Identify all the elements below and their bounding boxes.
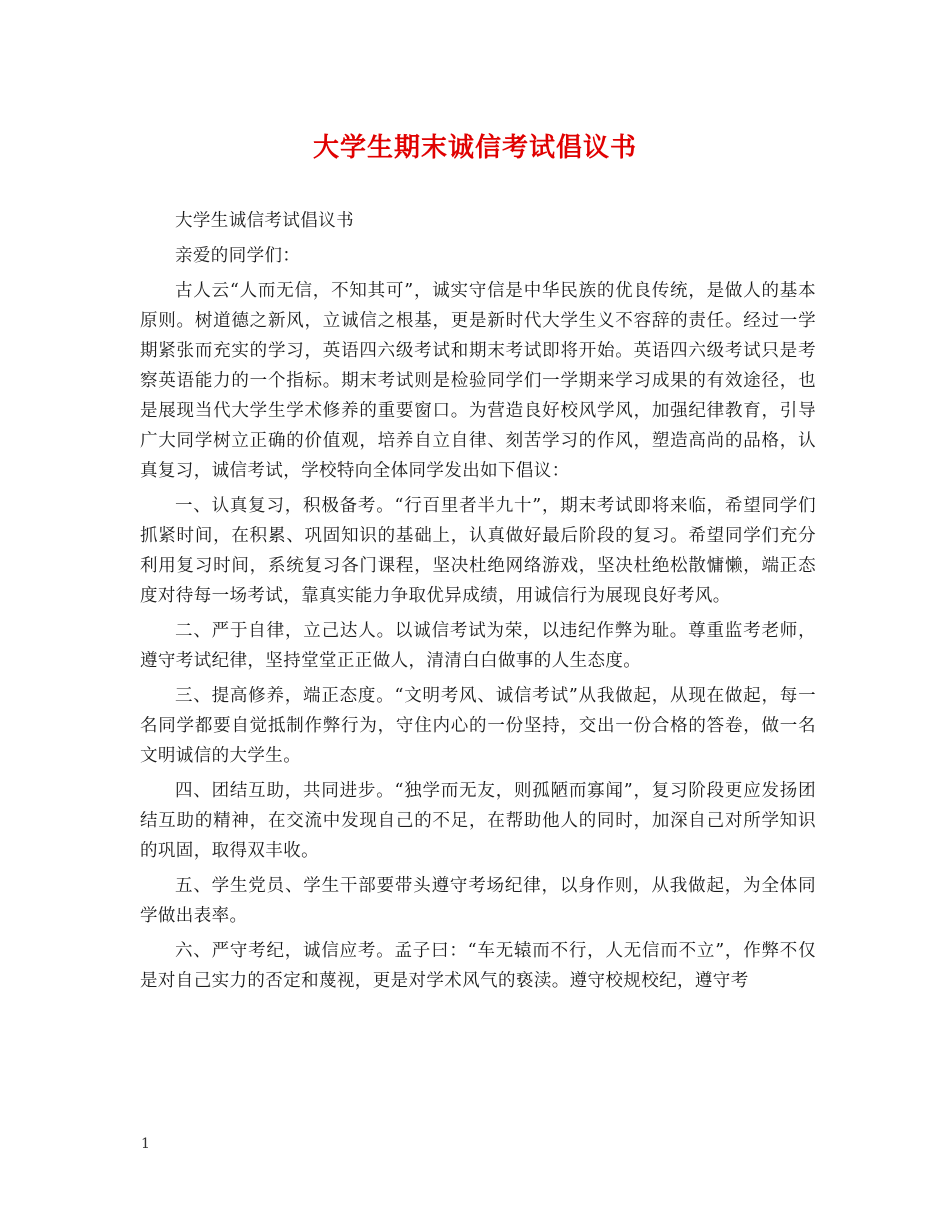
paragraph-salutation: 亲爱的同学们： <box>175 246 301 266</box>
paragraph-item-2: 二、严于自律，立己达人。以诚信考试为荣，以违纪作弊为耻。尊重监考老师，遵守考试纪律，坚持堂堂正正做人，清清白白做事的人生态度。 <box>140 621 816 671</box>
paragraph-intro: 古人云“人而无信，不知其可”，诚实守信是中华民族的优良传统，是做人的基本原则。树道德之新风，立诚信之根基，更是新时代大学生义不容辞的责任。经过一学期紧张而充实的学习，英语四六级考试和期末考试即将开始。英语四六级考试只是考察英语能力的一个指标。期末考试则是检验同学们一学期来学习成果的有效途径，也是展现当代大学生学术修养的重要窗口。为营造良好校风学风，加强纪律教育，引导广大同学树立正确的价值观，培养自立自律、刻苦学习的作风，塑造高尚的品格，认真复习，诚信考试，学校特向全体同学发出如下倡议： <box>140 281 816 481</box>
paragraph-item-3: 三、提高修养，端正态度。“文明考风、诚信考试”从我做起，从现在做起，每一名同学都要自觉抵制作弊行为，守住内心的一份坚持，交出一份合格的答卷，做一名文明诚信的大学生。 <box>140 686 816 766</box>
paragraph-item-5: 五、学生党员、学生干部要带头遵守考场纪律，以身作则，从我做起，为全体同学做出表率。 <box>140 876 816 926</box>
page-number: 1 <box>141 1136 150 1152</box>
document-title: 大学生期末诚信考试倡议书 <box>312 133 637 163</box>
paragraph-item-4: 四、团结互助，共同进步。“独学而无友，则孤陋而寡闻”，复习阶段更应发扬团结互助的精神，在交流中发现自己的不足，在帮助他人的同时，加深自己对所学知识的巩固，取得双丰收。 <box>140 781 816 861</box>
document-body <box>140 206 816 1001</box>
paragraph-heading: 大学生诚信考试倡议书 <box>175 211 354 231</box>
paragraph-item-6: 六、严守考纪，诚信应考。孟子曰：“车无辕而不行，人无信而不立”，作弊不仅是对自己实力的否定和蔑视，更是对学术风气的亵渎。遵守校规校纪，遵守考 <box>140 941 816 991</box>
paragraph-item-1: 一、认真复习，积极备考。“行百里者半九十”，期末考试即将来临，希望同学们抓紧时间，在积累、巩固知识的基础上，认真做好最后阶段的复习。希望同学们充分利用复习时间，系统复习各门课程，坚决杜绝网络游戏，坚决杜绝松散慵懒，端正态度对待每一场考试，靠真实能力争取优异成绩，用诚信行为展现良好考风。 <box>140 496 816 606</box>
